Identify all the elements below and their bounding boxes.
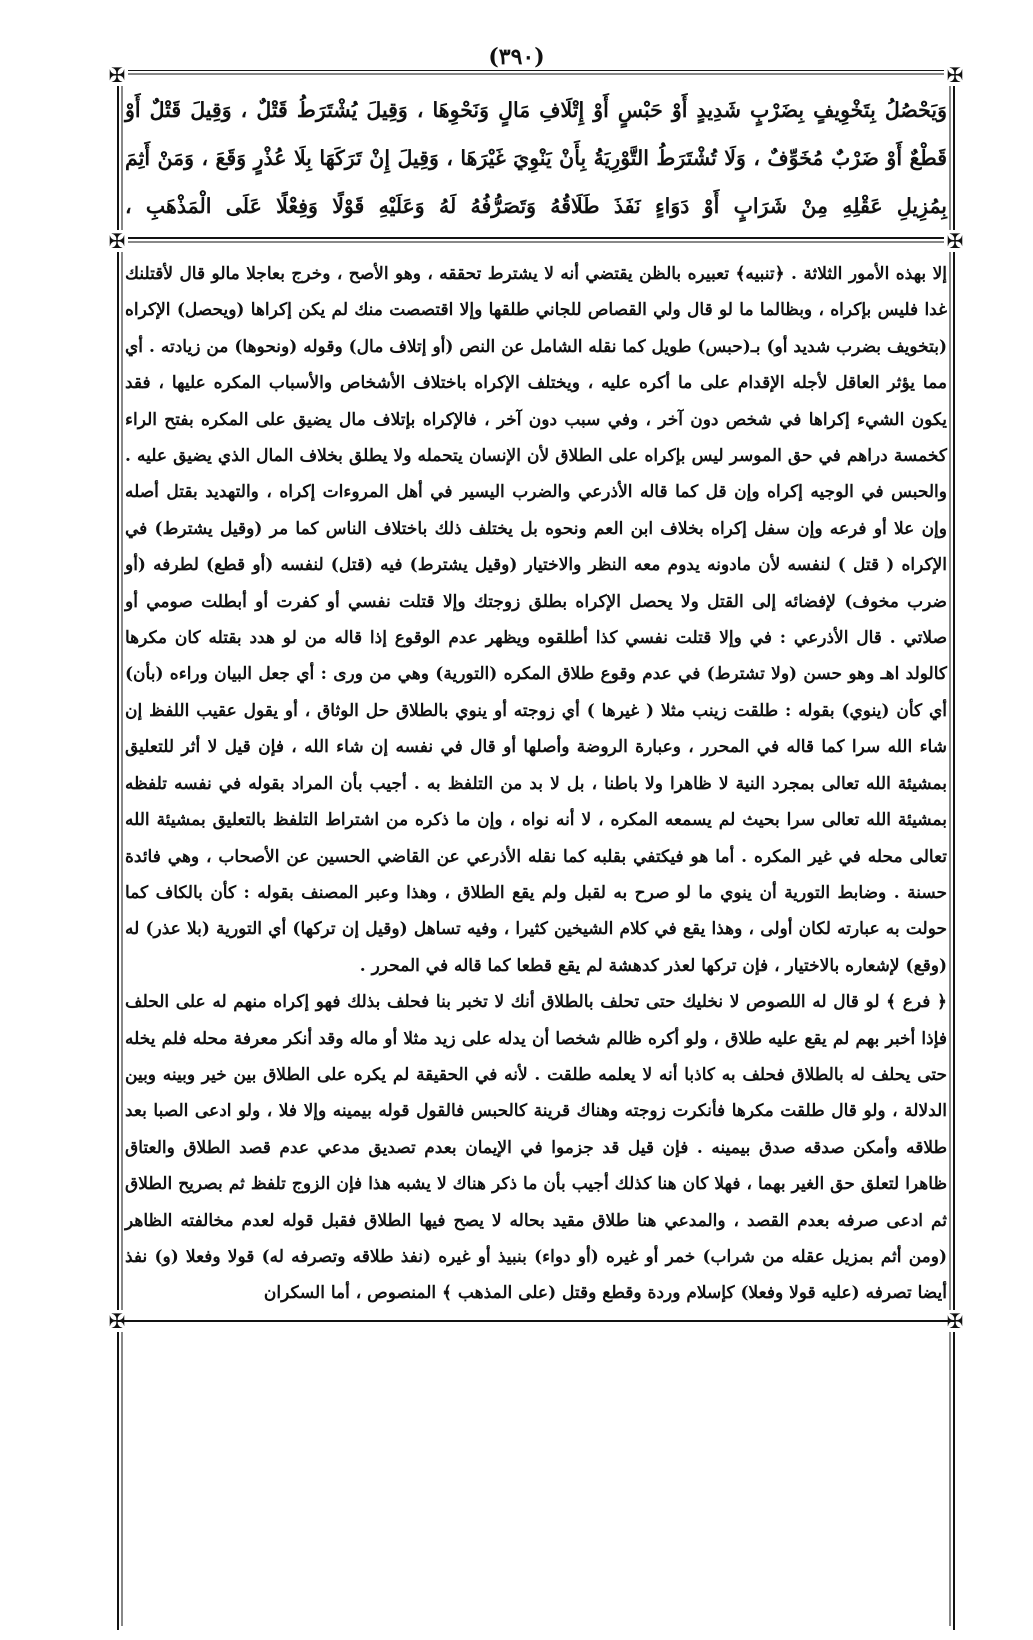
corner-ornament-bottom-right: ✠ bbox=[944, 1310, 966, 1332]
divider-ornament-left: ✠ bbox=[106, 230, 128, 252]
corner-ornament-bottom-left: ✠ bbox=[106, 1310, 128, 1332]
matn-paragraph: وَيَحْصُلُ بِتَخْوِيفٍ بِضَرْبٍ شَدِيدٍ أَوْ حَبْسٍ أَوْ إِتْلَافِ مَالٍ وَنَحْوِهَا ، وَقِيلَ يُشْتَرَطُ قَتْلٌ ، وَقِيلَ قَتْلٌ أَوْ قَطْعٌ أَوْ ضَرْبٌ مُخَوِّفٌ ، وَلَا تُشْتَرَطُ التَّوْرِيَةُ بِأَنْ يَنْوِيَ غَيْرَهَا ، وَقِيلَ إِنْ تَرَكَهَا بِلَا عُذْرٍ وَقَعَ ، وَمَنْ أَثِمَ بِمُزِيلِ عَقْلِهِ مِنْ شَرَابٍ أَوْ دَوَاءٍ نَفَذَ طَلَاقُهُ وَتَصَرُّفُهُ لَهُ وَعَلَيْهِ قَوْلًا وَفِعْلًا عَلَى الْمَذْهَبِ ، bbox=[125, 98, 947, 218]
sharh-text-block bbox=[125, 256, 947, 1314]
corner-ornament-top-right: ✠ bbox=[944, 64, 966, 86]
corner-ornament-top-left: ✠ bbox=[106, 64, 128, 86]
matn-text-block bbox=[125, 86, 947, 236]
divider-ornament-right: ✠ bbox=[944, 230, 966, 252]
page-number: (٣٩٠) bbox=[488, 44, 545, 70]
bottom-border bbox=[117, 1320, 955, 1322]
sharh-paragraph-1: إلا بهذه الأمور الثلاثة . ﴿تنبيه﴾ تعبيره بالظن يقتضي أنه لا يشترط تحققه ، وهو الأصح ، وخرج بعاجلا مالو قال لأقتلنك غدا فليس بإكراه ، وبظالما ما لو قال ولي القصاص للجاني طلقها وإلا اقتصصت منك لم يكن إكراها (ويحصل) الإكراه (بتخويف بضرب شديد أو) بـ(حبس) طويل كما نقله الشامل عن النص (أو إتلاف مال) وقوله (ونحوها) من زيادته . أي مما يؤثر العاقل لأجله الإقدام على ما أكره عليه ، ويختلف الإكراه باختلاف الأشخاص والأسباب المكره عليها ، فقد يكون الشيء إكراها في شخص دون آخر ، وفي سبب دون آخر ، فالإكراه بإتلاف مال يضيق على المكره بفتح الراء كخمسة دراهم في حق الموسر ليس بإكراه على الطلاق لأن الإنسان يتحمله ولا يطلق بخلاف المال الذي يضيق عليه . والحبس في الوجيه إكراه وإن قل كما قاله الأذرعي والضرب اليسير في أهل المروءات إكراه ، والتهديد بقتل أصله وإن علا أو فرعه وإن سفل إكراه بخلاف ابن العم ونحوه بل يختلف ذلك باختلاف الناس كما مر (وقيل يشترط) في الإكراه ( قتل ) لنفسه لأن مادونه يدوم معه النظر والاختيار (وقيل يشترط) فيه (قتل) لنفسه (أو قطع) لطرفه (أو ضرب مخوف) لإفضائه إلى القتل ولا يحصل الإكراه بطلق زوجتك وإلا قتلت نفسي أو كفرت أو أبطلت صومي أو صلاتي . قال الأذرعي : في وإلا قتلت نفسي كذا أطلقوه ويظهر عدم الوقوع إذا قاله من لو هدد بقتله كان مكرها كالولد اهـ وهو حسن (ولا تشترط) في عدم وقوع طلاق المكره (التورية) وهي من ورى : أي جعل البيان وراءه (بأن) أي كأن (ينوي) بقوله : طلقت زينب مثلا ( غيرها ) أي زوجته أو ينوي بالطلاق حل الوثاق ، أو يقول عقيب اللفظ إن شاء الله سرا كما قاله في المحرر ، وعبارة الروضة وأصلها أو قال في نفسه إن شاء الله ، فإن قيل لا أثر للتعليق بمشيئة الله تعالى بمجرد النية لا ظاهرا ولا باطنا ، بل لا بد من التلفظ به . أجيب بأن المراد بقوله في نفسه تلفظه بمشيئة الله تعالى سرا بحيث لم يسمعه المكره ، لا أنه نواه ، وإن ما ذكره من اشتراط التلفظ بالتعليق بمشيئة الله تعالى محله في غير المكره . أما هو فيكتفي بقلبه كما نقله الأذرعي عن القاضي الحسين عن الأصحاب ، وهي فائدة حسنة . وضابط التورية أن ينوي ما لو صرح به لقبل ولم يقع الطلاق ، وهذا وعبر المصنف بقوله : كأن بالكاف كما حولت به عبارته لكان أولى ، وهذا يقع في كلام الشيخين كثيرا ، وفيه تساهل (وقيل إن تركها) أي التورية (بلا عذر) له (وقع) لإشعاره بالاختيار ، فإن تركها لعذر كدهشة لم يقع قطعا كما قاله في المحرر . bbox=[125, 264, 947, 976]
sharh-paragraph-2: ﴿ فرع ﴾ لو قال له اللصوص لا نخليك حتى تحلف بالطلاق أنك لا تخبر بنا فحلف بذلك فهو إكراه منهم له على الحلف فإذا أخبر بهم لم يقع عليه طلاق ، ولو أكره ظالم شخصا أن يدله على زيد مثلا أو ماله وقد أنكر معرفة محله فلم يخله حتى يحلف له بالطلاق فحلف به كاذبا أنه لا يعلمه طلقت . لأنه في الحقيقة لم يكره على الطلاق بين خير وبينه وبين الدلالة ، ولو قال طلقت مكرها فأنكرت زوجته وهناك قرينة كالحبس فالقول قوله بيمينه وإلا فلا ، ولو ادعى الصبا بعد طلاقه وأمكن صدقه صدق بيمينه . فإن قيل قد جزموا في الإيمان بعدم تصديق مدعي عدم قصد الطلاق والعتاق ظاهرا لتعلق حق الغير بهما ، فهلا كان هنا كذلك أجيب بأن ما ذكر هناك لا يشبه هذا فإن الزوج تلفظ ثم بصريح الطلاق ثم ادعى صرفه بعدم القصد ، والمدعي هنا طلاق مقيد بحاله لا يصح فيها الطلاق فقبل قوله لعدم مخالفته الظاهر (ومن أثم بمزيل عقله من شراب) خمر أو غيره (أو دواء) بنبيذ أو غيره (نفذ طلاقه وتصرفه له) قولا وفعلا (و) نفذ أيضا تصرفه (عليه قولا وفعلا) كإسلام وردة وقطع وقتل (على المذهب ﴾ المنصوص ، أما السكران bbox=[125, 992, 947, 1304]
